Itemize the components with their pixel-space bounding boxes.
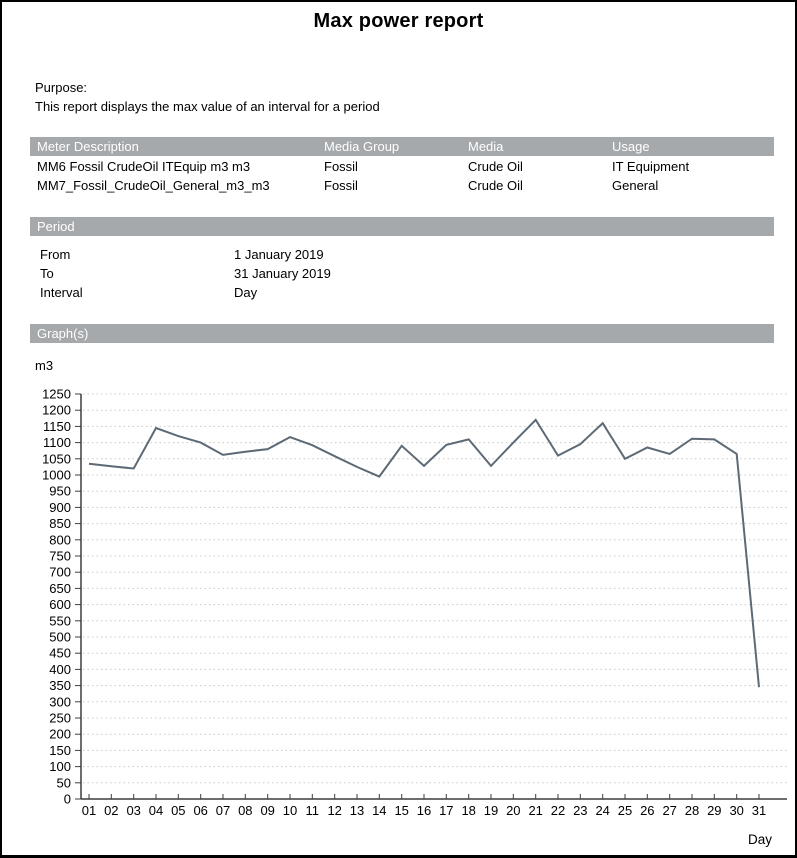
x-tick-label: 20 <box>506 803 521 818</box>
x-tick-label: 02 <box>104 803 119 818</box>
x-tick-label: 21 <box>528 803 543 818</box>
y-tick-label: 1250 <box>42 386 71 402</box>
x-tick-label: 22 <box>550 803 566 818</box>
period-row-from <box>30 245 774 264</box>
purpose-text: This report displays the max value of an interval for a period <box>35 99 380 114</box>
x-tick-label: 31 <box>751 803 767 818</box>
y-tick-label: 1000 <box>42 467 71 483</box>
y-tick-label: 150 <box>49 742 71 758</box>
column-header-media-group: Media Group <box>324 139 400 154</box>
x-tick-label: 15 <box>394 803 409 818</box>
y-tick-label: 500 <box>49 629 71 645</box>
period-row-to <box>30 264 774 283</box>
x-tick-label: 18 <box>461 803 476 818</box>
column-header-usage: Usage <box>612 139 650 154</box>
period-interval-value: Day <box>234 285 258 300</box>
y-tick-label: 600 <box>49 597 71 613</box>
y-tick-label: 700 <box>49 564 71 580</box>
x-tick-label: 24 <box>595 803 610 818</box>
page-title: Max power report <box>313 10 484 32</box>
period-to-value: 31 January 2019 <box>234 266 331 281</box>
graphs-section-title: Graph(s) <box>37 326 89 341</box>
x-tick-label: 03 <box>126 803 141 818</box>
x-tick-label: 19 <box>483 803 499 818</box>
y-tick-label: 300 <box>49 694 71 710</box>
x-tick-label: 11 <box>305 803 320 818</box>
x-tick-label: 06 <box>193 803 208 818</box>
period-section-title: Period <box>37 219 75 234</box>
y-tick-label: 850 <box>49 516 71 532</box>
x-tick-label: 14 <box>372 803 387 818</box>
y-tick-label: 100 <box>49 759 71 775</box>
x-tick-label: 09 <box>260 803 275 818</box>
y-tick-label: 650 <box>49 580 71 596</box>
x-tick-label: 28 <box>684 803 700 818</box>
y-tick-label: 0 <box>63 791 71 807</box>
y-tick-label: 50 <box>56 775 71 791</box>
x-tick-label: 04 <box>148 803 164 818</box>
x-tick-label: 13 <box>349 803 365 818</box>
y-tick-label: 550 <box>49 613 71 629</box>
x-tick-label: 10 <box>282 803 298 818</box>
y-axis-unit-label: m3 <box>35 358 54 373</box>
x-tick-label: 25 <box>617 803 633 818</box>
y-tick-label: 250 <box>49 710 71 726</box>
graphs-section-header <box>30 324 774 343</box>
usage-cell: General <box>612 178 659 193</box>
y-tick-label: 200 <box>49 726 71 742</box>
media-cell: Crude Oil <box>468 178 523 193</box>
x-tick-label: 23 <box>573 803 588 818</box>
y-tick-label: 750 <box>49 548 71 564</box>
table-row <box>30 157 774 176</box>
media-group-cell: Fossil <box>324 159 358 174</box>
table-row <box>30 176 774 195</box>
purpose-block <box>35 78 380 116</box>
column-header-media: Media <box>468 139 504 154</box>
purpose-label: Purpose: <box>35 80 88 95</box>
y-tick-label: 350 <box>49 678 71 694</box>
period-from-value: 1 January 2019 <box>234 247 324 262</box>
media-cell: Crude Oil <box>468 159 523 174</box>
period-interval-label: Interval <box>40 285 83 300</box>
period-section-header <box>30 217 774 236</box>
y-tick-label: 950 <box>49 483 71 499</box>
x-axis-title: Day <box>747 832 772 847</box>
period-to-label: To <box>40 266 54 281</box>
x-tick-label: 12 <box>327 803 342 818</box>
x-tick-label: 17 <box>439 803 454 818</box>
y-tick-label: 1100 <box>43 435 71 451</box>
chart-svg <box>2 380 797 857</box>
data-line <box>89 420 759 687</box>
x-tick-label: 16 <box>416 803 432 818</box>
usage-cell: IT Equipment <box>612 159 690 174</box>
column-header-meter-description: Meter Description <box>37 139 139 154</box>
meter-description-cell: MM6 Fossil CrudeOil ITEquip m3 m3 <box>37 159 251 174</box>
y-tick-label: 900 <box>49 499 71 515</box>
y-tick-label: 450 <box>49 645 71 661</box>
x-tick-label: 08 <box>238 803 253 818</box>
x-tick-label: 26 <box>640 803 655 818</box>
media-group-cell: Fossil <box>324 178 358 193</box>
meters-table-header <box>30 137 774 156</box>
max-power-line-chart <box>2 380 797 857</box>
x-tick-label: 05 <box>171 803 186 818</box>
y-tick-label: 1050 <box>42 451 71 467</box>
y-tick-label: 400 <box>49 661 71 677</box>
x-tick-label: 30 <box>729 803 744 818</box>
x-tick-label: 01 <box>81 803 97 818</box>
x-tick-label: 07 <box>215 803 231 818</box>
x-tick-label: 29 <box>707 803 722 818</box>
period-from-label: From <box>40 247 71 262</box>
y-tick-label: 800 <box>49 532 71 548</box>
period-row-interval <box>30 283 774 302</box>
meter-description-cell: MM7_Fossil_CrudeOil_General_m3_m3 <box>37 178 270 193</box>
y-tick-label: 1150 <box>43 418 71 434</box>
y-tick-label: 1200 <box>42 402 71 418</box>
x-tick-label: 27 <box>662 803 677 818</box>
